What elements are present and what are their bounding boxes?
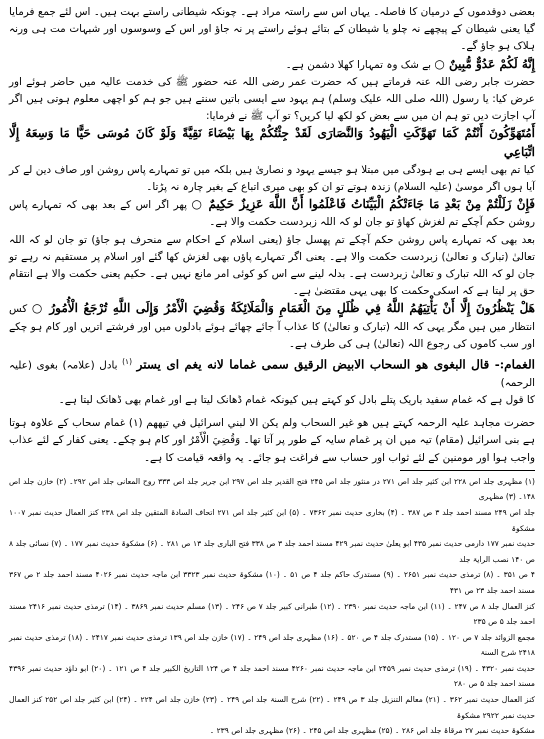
text-line: فراغت ہو جائے۔ یہ واقعہ قیامت کا ہے۔ <box>143 451 319 464</box>
text-line: کا قول ہے کہ غمام سفید باریک پتلے بادل کو کہتے ہیں کیونکہ غمام ڈھانک لیتا ہے اور غمام بھی ڈھانک لیتا ہے۔ <box>58 393 535 406</box>
translation-text: پھر اگر اس کے بعد بھی کہ تمہارے پاس روشن حکم آچکے تم لغزش کھاؤ تو جان لو کہ اللہ زبردست حکمت والا ہے۔ <box>9 199 535 229</box>
footnote-line: مجمع الزوائد جلد ۷ ص ۱۲۰ ۔ (۱۵) مستدرک جلد ۴ ص ۵۲۰ ۔ (۱۶) مظہری جلد اص ۲۴۹ ۔ (۱۷) خازن جلد اص ۱۳۹ ترمذی حدیث نمبر ۲۴۱۷ ۔ (۱۸) ترمذی حدیث نمبر ۲۴۱۸ شرح السنۃ <box>9 632 535 658</box>
footnote-line: مشکوۃ حدیث نمبر ۲۷ مرقاۃ جلد اص ۲۸۶ ۔ (۲۵) مظہری جلد اص ۲۴۵ ۔ (۲۶) مظہری جلد اص ۲۳۹ ۔ <box>209 726 535 736</box>
translation-text: کس انتظار میں ہیں مگر یہی کہ اللہ (تبارک و تعالیٰ) کا عذاب آ جائے چھائے ہوئے بادلوں میں اور فرشتے اتریں اور کام ہو چکے اور سب کاموں کی رجوع اللہ (تعالیٰ) ہی کی طرف ہے۔ <box>9 303 535 350</box>
paragraph <box>9 162 535 196</box>
footnotes <box>9 474 535 739</box>
text-line: بعضی دوقدموں کے درمیان کا فاصلہ۔ یہاں اس سے راستہ مراد ہے۔ چونکہ شیطانی راستے بہت ہیں۔ اس لئے جمع فرمایا گیا یعنی شیطان کے پیچھے نہ چلو یا شیطان کے <box>9 6 535 36</box>
text-line: حضرت جابر رضی اللہ عنہ فرماتے ہیں کہ حضرت عمر رضی اللہ عنہ حضور ﷺ کی خدمت عالیہ میں حاضر ہوئے اور عرض کیا: یا رسول (اللہ صلی اللہ علیک <box>9 75 535 106</box>
paragraph <box>9 56 535 74</box>
translation-text: بے شک وہ تمہارا کھلا دشمن ہے۔ <box>285 58 432 71</box>
arabic-text: الغمام:- قال البغوی هو السحاب الابيض الرقيق سمی غماما لانه يغم ای يستر <box>136 357 535 372</box>
footnote-line: کنز العمال جلد ۸ ص ۲۴۷ ۔ (۱۱) ابن ماجہ حدیث نمبر ۲۳۹۰ ۔ (۱۲) طبرانی کبیر جلد ۷ ص ۲۴۶ ۔ (۱۳) مسلم حدیث نمبر ۳۸۶۹ ۔ (۱۴) ترمذی حدیث نمبر ۲۴۱۶ مسند احمد جلد ۵ ص ۲۳۵ <box>9 601 536 627</box>
footnote-line: (۱) مظہری جلد اص ۲۲۸ ابن کثیر جلد اص ۲۷۱ در منثور جلد اص ۲۴۵ فتح القدیر جلد اص ۲۹۷ ابن جریر جلد اص ۳۳۳ روح المعانی جلد اص ۲۹۲۔ (۲) خازن جلد اص ۱۴۸۔ (۳) مظہری <box>9 476 536 502</box>
paragraph <box>9 392 535 409</box>
paragraph <box>9 125 535 161</box>
arabic-text: فَإِنْ زَلَلْتُمْ مِنْ بَعْدِ مَا جَاءَتْكُمُ الْبَيِّنَاتُ فَاعْلَمُوا أَنَّ اللَّهَ عَزِيزٌ حَكِيمٌ ○ <box>191 197 535 212</box>
arabic-text: هَلْ يَنْظُرُونَ إِلَّا أَنْ يَأْتِيَهُمُ اللَّهُ فِي ظُلَلٍ مِنَ الْغَمَامِ وَالْمَلَائِكَةُ وَقُضِيَ الْأَمْرُ وَإِلَى اللَّهِ تُرْجَعُ الْأُمُورُ ○ <box>31 301 535 316</box>
text-line: بعد بھی کہ تمہارے پاس روشن حکم آچکے تم پھسل جاؤ (یعنی اسلام کے احکام سے منحرف ہو جاؤ) تو جان لو کہ اللہ تعالیٰ (تبارک و تعالیٰ) زبردست حکمت والا ہے۔ یعنی اگر تمہارے پاؤں بھی لغزش کھا گئے اور اسلام <box>9 233 535 263</box>
text-line: یہی مقتضیٰ ہے۔ <box>292 285 367 298</box>
text-line: کیا تم بھی ایسے ہی بے ہودگی میں مبتلا ہو جیسے یہود و نصاریٰ ہیں بلکہ میں تو تمہارے پاس روشن اور صاف دین لے کر آیا ہوں اگر موسیٰ (علیہ السلام) زندہ ہوتے <box>9 163 535 194</box>
footnote-divider <box>400 470 535 471</box>
footnote-line: حدیث نمبر ۴۳۲۰ ۔ (۱۹) ترمذی حدیث نمبر ۲۴۵۹ ابن ماجہ حدیث نمبر ۴۲۶۰ مسند احمد جلد ۴ ص ۱۲۴ التاریخ الکبیر جلد ۴ ص ۱۲۱ ۔ (۲۰) ابو داؤد حدیث نمبر ۴۳۹۶ مسند احمد جلد ۵ ص ۲۸۰ <box>9 663 535 689</box>
text-line: پر مستقیم نہ رہے تو جان لو کہ اللہ تبارک و تعالیٰ زبردست ہے۔ بدلہ لینے سے اس کو کوئی امر مانع نہیں ہے۔ حکیم یعنی حکمت والا ہے انتقام حق پر لیتا ہے کہ اسکی حکمت کا بھی <box>9 250 535 298</box>
paragraph <box>9 415 535 467</box>
reference-number: (۱) <box>122 357 132 367</box>
main-text <box>9 4 535 467</box>
paragraph <box>9 232 535 301</box>
paragraph <box>9 196 535 231</box>
arabic-text: إِنَّهُ لَكُمْ عَدُوٌّ مُّبِينٌ ○ <box>434 56 535 71</box>
paragraph <box>9 300 535 353</box>
paragraph <box>9 4 535 56</box>
paragraph <box>9 74 535 126</box>
footnote-line: کنز العمال حدیث نمبر ۳۶۲ ۔ (۲۱) معالم التنزیل جلد ۳ ص ۲۴۹ ۔ (۲۲) شرح السنۃ جلد اص ۲۴۹ ۔ (۲۳) خازن جلد اص ۲۲۴ ۔ (۲۴) ابن کثیر جلد اص ۲۵۲ کنز العمال حدیث نمبر ۲۹۲۲ مشکوۃ <box>9 695 535 720</box>
text-line: تو ان کو بھی میری اتباع کے بغیر چارہ نہ پڑتا۔ <box>146 181 344 194</box>
translation-text: بادل (علامہ) بغوی (علیہ الرحمہ) <box>9 359 535 389</box>
footnote-line: جلد اص ۲۴۹ مسند احمد جلد ۳ ص ۳۸۷ ۔ (۴) بخاری حدیث نمبر ۷۳۶۲ ۔ (۵) ابن کثیر جلد اص ۲۷۱ اتحاف السادۃ المتقین جلد اص ۲۳۸ کنز العمال حدیث نمبر ۱۰۰۷ مشکوۃ <box>9 507 535 533</box>
paragraph <box>9 353 535 392</box>
footnote-line: ۴ ص ۳۵۱ ۔ (۸) ترمذی حدیث نمبر ۲۶۵۱ ۔ (۹) مستدرک حاکم جلد ۴ ص ۵۱ ۔ (۱۰) مشکوۃ حدیث نمبر ۳۳۲۳ ابن ماجہ حدیث نمبر ۴۰۲۶ مسند احمد جلد ۲ ص ۳۶۷ مسند احمد جلد ۲۳ ص ۴۳۱ <box>9 570 535 595</box>
text-line: حضرت مجاہد علیہ الرحمہ کہتے ہیں هو غير السحاب ولم يكن الا لبني اسرائيل في تيههم (۱) غمام سحاب کے علاوہ ہوتا ہے بنی اسرائیل <box>9 417 536 447</box>
footnote-line: حدیث نمبر ۱۷۷ دارمی حدیث نمبر ۴۳۵ ابو یعلیٰ حدیث نمبر ۴۲۹ مسند احمد جلد ۳ ص ۳۳۸ فتح الباری جلد ۱۳ ص ۲۸۱ ۔ (۶) مشکوۃ حدیث نمبر ۱۷۷ ۔ (۷) نسائی جلد ۸ ص ۱۴۰ نصب الرایۃ جلد <box>9 539 536 564</box>
arabic-text: أَمُتَهَوِّكُونَ أَنْتُمْ كَمَا تَهَوَّكَتِ الْيَهُودُ وَالنَّصَارَى لَقَدْ جِئْتُكُمْ بِهَا بَيْضَاءَ نَقِيَّةً وَلَوْ كَانَ مُوسَى حَيًّا مَا وَسِعَهُ إِلَّا اتِّبَاعِي <box>9 126 535 159</box>
text-line: بتائے ہوئے راستے پر نہ جاؤ اور اس کے وسوسوں اور شبہات مت ہی ورنہ ہلاک ہو جاؤ گے۔ <box>9 23 535 53</box>
text-line: وسلم) ہم یہود سے ایسی باتیں سنتے ہیں جو ہم کو اچھی معلوم ہوتی ہیں اگر آپ اجازت دیں تو ہم ان میں سے بعض کو لکھ لیا کریں؟ تو آپ ﷺ نے فرمایا: <box>9 93 535 123</box>
text-line: (مقام) تیہ میں ان پر غمام سایہ کے طور پر آتا تھا۔ وَقُضِيَ الْأَمْرُ اور کام ہو چکے۔ یعنی کفار کے لئے عذاب واجب ہوا اور مومنین کے لئے ثواب اور حساب سے <box>9 434 535 464</box>
